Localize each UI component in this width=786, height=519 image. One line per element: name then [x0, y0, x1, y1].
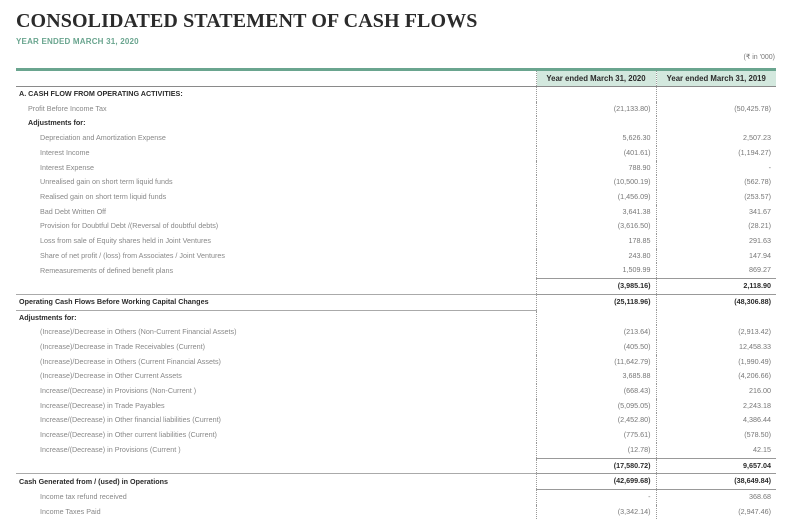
table-row [16, 443, 776, 458]
value-2019: 42.15 [656, 443, 776, 458]
row-label: Loss from sale of Equity shares held in Joint Ventures [16, 234, 536, 249]
table-row [16, 263, 776, 278]
value-2020: (17,580.72) [536, 458, 656, 474]
cash-flow-table [16, 71, 776, 519]
value-2020: (1,456.09) [536, 190, 656, 205]
value-2019: 291.63 [656, 234, 776, 249]
row-label: (Increase)/Decrease in Others (Current Financial Assets) [16, 355, 536, 370]
table-row [16, 161, 776, 176]
row-label: Interest Income [16, 146, 536, 161]
row-label: (Increase)/Decrease in Other Current Assets [16, 369, 536, 384]
table-row [16, 340, 776, 355]
row-label: Increase/(Decrease) in Other current liabilities (Current) [16, 428, 536, 443]
value-2019: 147.94 [656, 249, 776, 264]
value-2020: (10,500.19) [536, 175, 656, 190]
value-2019: 2,243.18 [656, 399, 776, 414]
row-label: Increase/(Decrease) in Other financial liabilities (Current) [16, 413, 536, 428]
table-row [16, 205, 776, 220]
value-2020 [536, 116, 656, 131]
value-2019: (50,425.78) [656, 102, 776, 117]
value-2020: (11,642.79) [536, 355, 656, 370]
row-label: Interest Expense [16, 161, 536, 176]
page-subtitle: YEAR ENDED MARCH 31, 2020 [16, 37, 139, 46]
value-2019: 216.00 [656, 384, 776, 399]
row-label: Adjustments for: [16, 310, 536, 325]
value-2020: (2,452.80) [536, 413, 656, 428]
value-2019: (1,990.49) [656, 355, 776, 370]
value-2020 [536, 87, 656, 102]
value-2019: (253.57) [656, 190, 776, 205]
value-2020: (3,616.50) [536, 219, 656, 234]
table-row [16, 146, 776, 161]
value-2020: 5,626.30 [536, 131, 656, 146]
table-row [16, 87, 776, 102]
row-label: Remeasurements of defined benefit plans [16, 263, 536, 278]
row-label: Unrealised gain on short term liquid funds [16, 175, 536, 190]
table-row [16, 369, 776, 384]
row-label: Bad Debt Written Off [16, 205, 536, 220]
table-row [16, 219, 776, 234]
table-row [16, 310, 776, 325]
value-2019: (4,206.66) [656, 369, 776, 384]
row-label [16, 279, 536, 295]
value-2020: - [536, 489, 656, 504]
value-2020: (668.43) [536, 384, 656, 399]
value-2019: - [656, 161, 776, 176]
table-row [16, 102, 776, 117]
value-2020: 788.90 [536, 161, 656, 176]
value-2020: 178.85 [536, 234, 656, 249]
row-label: Provision for Doubtful Debt /(Reversal of doubtful debts) [16, 219, 536, 234]
table-row [16, 249, 776, 264]
value-2019: (38,649.84) [656, 474, 776, 490]
row-label: (Increase)/Decrease in Others (Non-Current Financial Assets) [16, 325, 536, 340]
row-label: Realised gain on short term liquid funds [16, 190, 536, 205]
row-label: A. CASH FLOW FROM OPERATING ACTIVITIES: [16, 87, 536, 102]
value-2020: 1,509.99 [536, 263, 656, 278]
row-label: Income Taxes Paid [16, 505, 536, 519]
row-label: Income tax refund received [16, 489, 536, 504]
row-label: Adjustments for: [16, 116, 536, 131]
value-2019: (1,194.27) [656, 146, 776, 161]
value-2020: (405.50) [536, 340, 656, 355]
value-2020: 243.80 [536, 249, 656, 264]
table-row [16, 131, 776, 146]
table-row [16, 294, 776, 310]
table-header-row [16, 71, 776, 87]
currency-unit: (₹ in '000) [744, 53, 775, 61]
table-row [16, 384, 776, 399]
table-row [16, 234, 776, 249]
value-2019 [656, 87, 776, 102]
table-row [16, 413, 776, 428]
table-row [16, 505, 776, 519]
table-row [16, 279, 776, 295]
value-2019 [656, 310, 776, 325]
table-row [16, 116, 776, 131]
table-row [16, 175, 776, 190]
value-2020: (401.61) [536, 146, 656, 161]
column-header-2019: Year ended March 31, 2019 [656, 71, 776, 87]
table-row [16, 474, 776, 490]
value-2019: 341.67 [656, 205, 776, 220]
row-label: Increase/(Decrease) in Provisions (Non-Current ) [16, 384, 536, 399]
table-row [16, 399, 776, 414]
value-2020: (21,133.80) [536, 102, 656, 117]
value-2019: (578.50) [656, 428, 776, 443]
value-2020 [536, 310, 656, 325]
column-header-2020: Year ended March 31, 2020 [536, 71, 656, 87]
header-label-cell [16, 71, 536, 87]
table-row [16, 428, 776, 443]
value-2019 [656, 116, 776, 131]
value-2019: (48,306.88) [656, 294, 776, 310]
value-2019: 869.27 [656, 263, 776, 278]
row-label: (Increase)/Decrease in Trade Receivables (Current) [16, 340, 536, 355]
row-label: Depreciation and Amortization Expense [16, 131, 536, 146]
table-row [16, 458, 776, 474]
value-2019: (2,913.42) [656, 325, 776, 340]
value-2020: (3,342.14) [536, 505, 656, 519]
row-label: Increase/(Decrease) in Trade Payables [16, 399, 536, 414]
table-row [16, 355, 776, 370]
value-2019: (2,947.46) [656, 505, 776, 519]
value-2019: 2,118.90 [656, 279, 776, 295]
value-2020: (25,118.96) [536, 294, 656, 310]
value-2019: (28.21) [656, 219, 776, 234]
value-2019: 9,657.04 [656, 458, 776, 474]
value-2019: 12,458.33 [656, 340, 776, 355]
value-2019: 4,386.44 [656, 413, 776, 428]
value-2020: (5,095.05) [536, 399, 656, 414]
row-label: Increase/(Decrease) in Provisions (Current ) [16, 443, 536, 458]
value-2020: (775.61) [536, 428, 656, 443]
value-2019: 2,507.23 [656, 131, 776, 146]
page-title: CONSOLIDATED STATEMENT OF CASH FLOWS [16, 10, 477, 33]
value-2020: (213.64) [536, 325, 656, 340]
table-body [16, 87, 776, 519]
value-2019: (562.78) [656, 175, 776, 190]
row-label: Share of net profit / (loss) from Associates / Joint Ventures [16, 249, 536, 264]
row-label: Profit Before Income Tax [16, 102, 536, 117]
table-row [16, 190, 776, 205]
table-row [16, 325, 776, 340]
row-label: Cash Generated from / (used) in Operations [16, 474, 536, 490]
value-2020: 3,685.88 [536, 369, 656, 384]
row-label: Operating Cash Flows Before Working Capital Changes [16, 294, 536, 310]
row-label [16, 458, 536, 474]
value-2019: 368.68 [656, 489, 776, 504]
value-2020: (3,985.16) [536, 279, 656, 295]
table-row [16, 489, 776, 504]
value-2020: (42,699.68) [536, 474, 656, 490]
value-2020: 3,641.38 [536, 205, 656, 220]
value-2020: (12.78) [536, 443, 656, 458]
